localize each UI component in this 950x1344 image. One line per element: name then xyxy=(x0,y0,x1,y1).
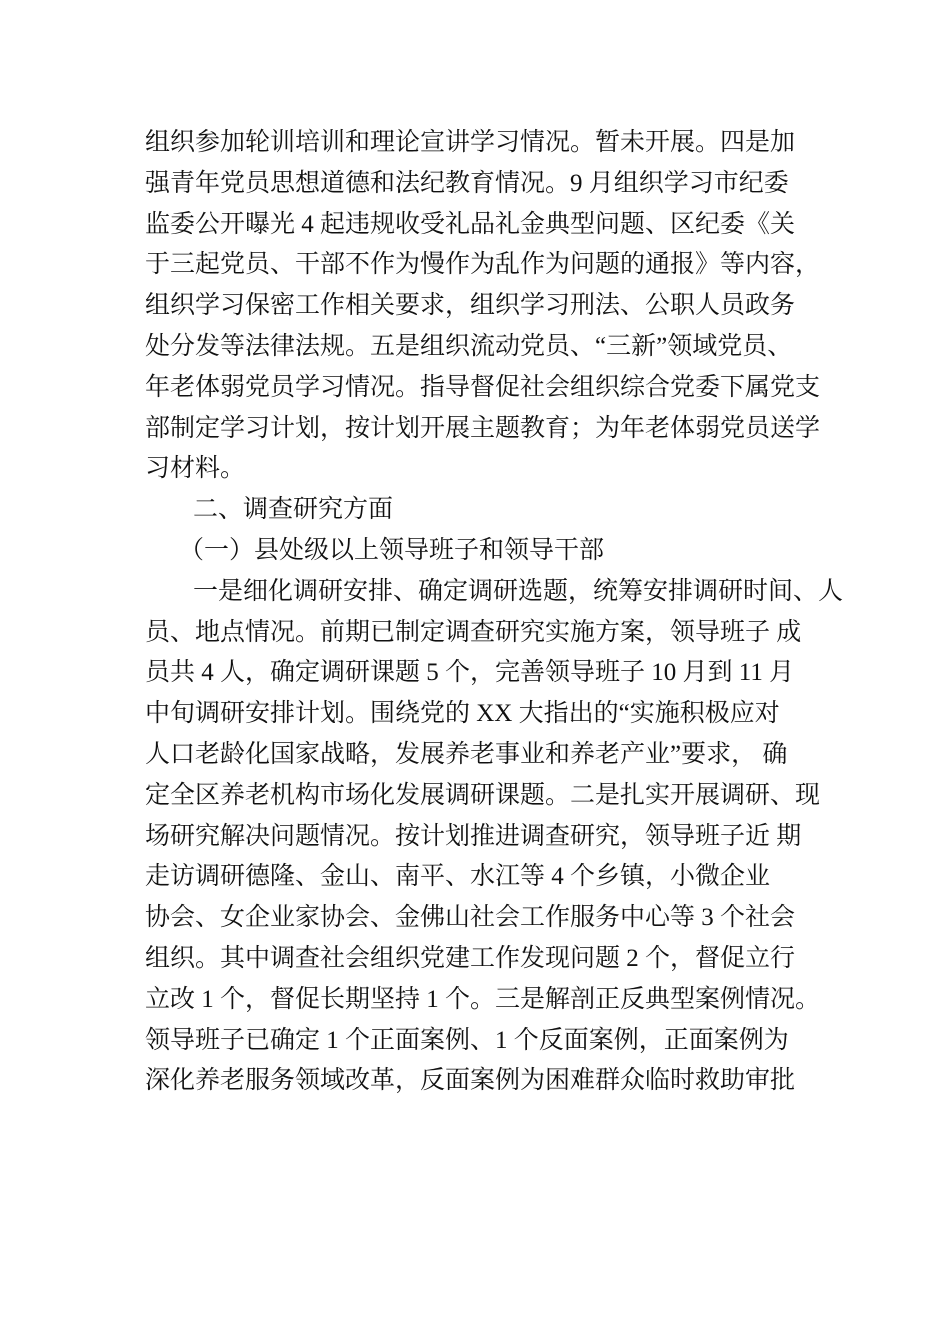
document-body xyxy=(145,123,845,1102)
paragraph-line: 于三起党员、干部不作为慢作为乱作为问题的通报》等内容， xyxy=(145,251,821,279)
paragraph-line: 部制定学习计划，按计划开展主题教育；为年老体弱党员送学 xyxy=(145,414,821,442)
paragraph-line: 员、地点情况。前期已制定调查研究实施方案，领导班子 成 xyxy=(145,618,802,646)
paragraph-line: 组织学习保密工作相关要求，组织学习刑法、公职人员政务 xyxy=(145,292,796,320)
paragraph-line: 深化养老服务领域改革，反面案例为困难群众临时救助审批 xyxy=(145,1067,796,1095)
paragraph-line: 场研究解决问题情况。按计划推进调查研究，领导班子近 期 xyxy=(145,822,802,850)
subsection-heading: （一）县处级以上领导班子和领导干部 xyxy=(179,536,605,564)
paragraph-line: 组织。其中调查社会组织党建工作发现问题 2 个，督促立行 xyxy=(145,944,796,972)
paragraph-line: 中旬调研安排计划。围绕党的 XX 大指出的“实施积极应对 xyxy=(145,700,780,728)
paragraph-line: 处分发等法律法规。五是组织流动党员、“三新”领域党员、 xyxy=(145,332,793,360)
paragraph-line: 习材料。 xyxy=(145,455,246,483)
paragraph-line: 一是细化调研安排、确定调研选题，统筹安排调研时间、人 xyxy=(193,577,844,605)
paragraph-line: 领导班子已确定 1 个正面案例、1 个反面案例，正面案例为 xyxy=(145,1026,789,1054)
paragraph-line: 立改 1 个，督促长期坚持 1 个。三是解剖正反典型案例情况。 xyxy=(145,985,821,1013)
paragraph-line: 组织参加轮训培训和理论宣讲学习情况。暂未开展。四是加 xyxy=(145,129,796,156)
section-heading: 二、调查研究方面 xyxy=(193,496,394,524)
paragraph-line: 协会、女企业家协会、金佛山社会工作服务中心等 3 个社会 xyxy=(145,904,796,932)
paragraph-line: 监委公开曝光 4 起违规收受礼品礼金典型问题、区纪委《关 xyxy=(145,210,796,238)
paragraph-line: 人口老龄化国家战略，发展养老事业和养老产业”要求， 确 xyxy=(145,740,788,768)
paragraph-line: 定全区养老机构市场化发展调研课题。二是扎实开展调研、现 xyxy=(145,781,821,809)
paragraph-line: 强青年党员思想道德和法纪教育情况。9 月组织学习市纪委 xyxy=(145,169,789,197)
paragraph-line: 走访调研德隆、金山、南平、水江等 4 个乡镇，小微企业 xyxy=(145,863,771,891)
paragraph-line: 年老体弱党员学习情况。指导督促社会组织综合党委下属党支 xyxy=(145,373,821,401)
paragraph-line: 员共 4 人，确定调研课题 5 个，完善领导班子 10 月到 11 月 xyxy=(145,659,795,687)
